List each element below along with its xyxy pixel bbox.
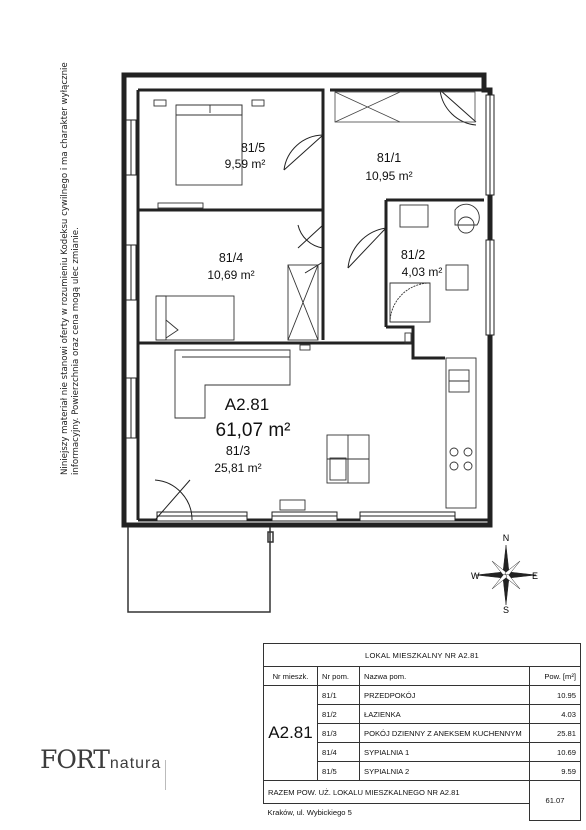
logo-natura: natura [109, 755, 162, 772]
room-81-3-id: 81/3 [225, 444, 251, 458]
room-81-1-id: 81/1 [376, 151, 402, 165]
logo-fort: FORT [40, 745, 109, 774]
table-title: LOKAL MIESZKALNY NR A2.81 [264, 644, 581, 667]
room-81-1-area: 10,95 m² [365, 169, 413, 183]
room-81-5-id: 81/5 [240, 141, 266, 155]
table-row [264, 686, 581, 705]
row-nr: 81/3 [318, 724, 360, 743]
compass-s: S [502, 605, 510, 615]
header-pow: Pow. [m²] [530, 667, 581, 686]
total-label: RAZEM POW. UŻ. LOKALU MIESZKALNEGO NR A2.81 [264, 781, 530, 804]
header-nr: Nr pom. [318, 667, 360, 686]
room-81-4-area: 10,69 m² [207, 268, 255, 282]
row-pow: 10.95 [530, 686, 581, 705]
inner-walls [138, 90, 488, 520]
unit-number: A2.81 [264, 686, 318, 781]
compass-n: N [502, 533, 510, 543]
outer-walls [124, 75, 490, 525]
disclaimer-text: Niniejszy materiał nie stanowi oferty w rozumieniu Kodeksu cywilnego i ma charakter wyłącznie informacyjny. Powierzchnia oraz cena mogą ulec zmianie. [60, 62, 81, 475]
compass-w: W [471, 571, 480, 581]
row-nr: 81/2 [318, 705, 360, 724]
header-mieszk: Nr mieszk. [264, 667, 318, 686]
row-nr: 81/4 [318, 743, 360, 762]
apartment-area: 61,07 m² [215, 420, 291, 441]
room-81-4-id: 81/4 [218, 251, 244, 265]
brand-logo [40, 745, 161, 774]
apartment-spec-table [263, 643, 581, 821]
row-pow: 4.03 [530, 705, 581, 724]
apartment-code: A2.81 [224, 395, 270, 414]
row-pow: 25.81 [530, 724, 581, 743]
room-81-5-area: 9,59 m² [224, 157, 266, 171]
doors [155, 90, 476, 520]
header-nazwa: Nazwa pom. [360, 667, 530, 686]
compass-e: E [532, 571, 539, 581]
row-pow: 10.69 [530, 743, 581, 762]
logo-divider [165, 760, 166, 790]
row-nazwa: SYPIALNIA 2 [360, 762, 530, 781]
room-81-2-area: 4,03 m² [401, 265, 443, 279]
compass-rose [471, 533, 538, 615]
row-nazwa: ŁAZIENKA [360, 705, 530, 724]
row-nr: 81/5 [318, 762, 360, 781]
row-nazwa: POKÓJ DZIENNY Z ANEKSEM KUCHENNYM [360, 724, 530, 743]
row-nazwa: SYPIALNIA 1 [360, 743, 530, 762]
room-81-2-id: 81/2 [400, 248, 426, 262]
address: Kraków, ul. Wybickiego 5 [264, 804, 530, 821]
room-labels [207, 141, 442, 475]
row-nazwa: PRZEDPOKÓJ [360, 686, 530, 705]
room-81-3-area: 25,81 m² [214, 461, 262, 475]
entrance-area [335, 92, 475, 122]
total-value: 61.07 [530, 781, 581, 821]
row-nr: 81/1 [318, 686, 360, 705]
windows [126, 95, 494, 521]
row-pow: 9.59 [530, 762, 581, 781]
balcony [128, 527, 273, 612]
